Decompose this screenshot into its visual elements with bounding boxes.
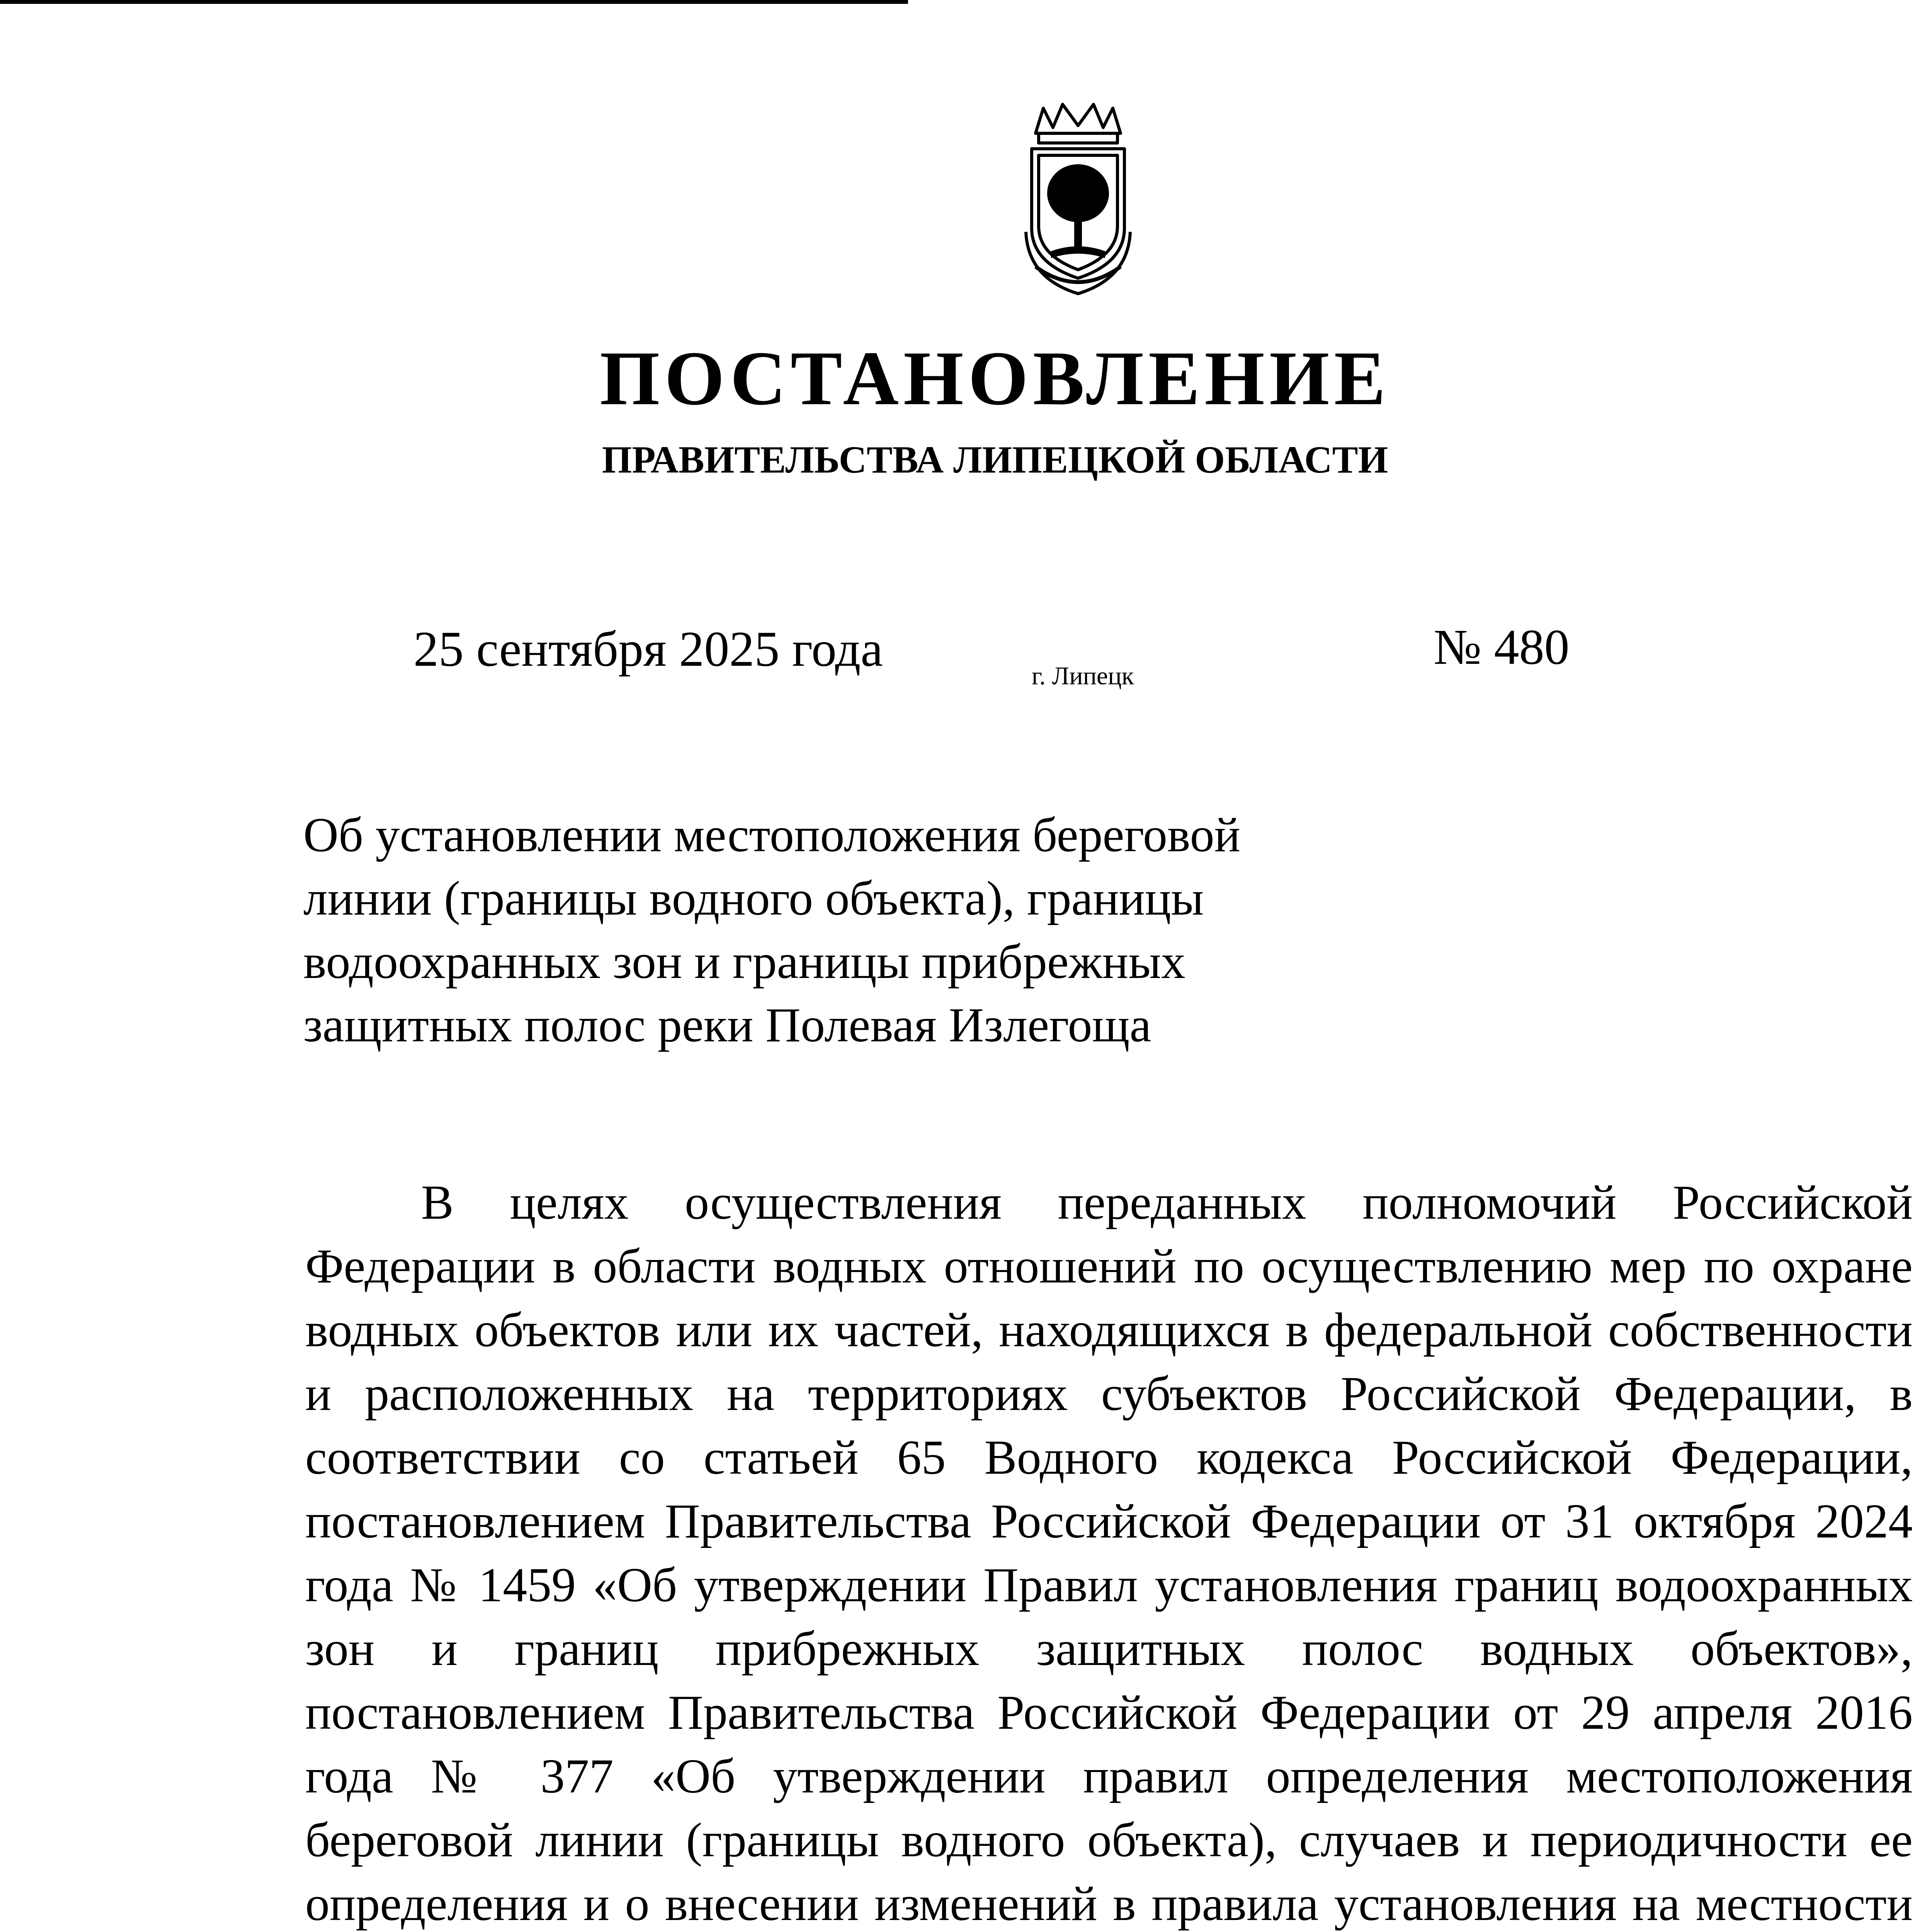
document-city: г. Липецк: [1032, 662, 1134, 690]
subject-line: защитных полос реки Полевая Излегоща: [303, 998, 1151, 1052]
document-subject: [303, 804, 1308, 1057]
subject-line: линии (границы водного объекта), границы: [303, 872, 1204, 925]
preamble-paragraph: В целях осуществления переданных полномочий Российской Федерации в области водных отношений по осуществлению мер по охране водных объектов или их частей, находящихся в федеральной собственности и расположенных на территориях субъектов Российской Федерации, в соответствии со статьей 65 Водного кодекса Российской Федерации, постановлением Правительства Российской Федерации от 31 октября 2024 года № 1459 «Об утверждении Правил установления границ водоохранных зон и границ прибрежных защитных полос водных объектов», постановлением Правительства Российской Федерации от 29 апреля 2016 года № 377 «Об утверждении правил определения местоположения береговой линии (границы водного объекта), случаев и периодичности ее определения и о внесении изменений в правила установления на местности: [305, 1176, 1913, 1931]
document-subtitle: ПРАВИТЕЛЬСТВА ЛИПЕЦКОЙ ОБЛАСТИ: [602, 438, 1388, 481]
lipetsk-region-coat-of-arms-icon: [1020, 97, 1136, 301]
document-date: 25 сентября 2025 года: [413, 621, 883, 677]
document-title: ПОСТАНОВЛЕНИЕ: [600, 336, 1390, 421]
scan-border-top: [0, 0, 908, 4]
document-body: [305, 1171, 1913, 1932]
subject-line: водоохранных зон и границы прибрежных: [303, 935, 1185, 989]
document-number: № 480: [1434, 619, 1570, 675]
subject-line: Об установлении местоположения береговой: [303, 808, 1241, 862]
